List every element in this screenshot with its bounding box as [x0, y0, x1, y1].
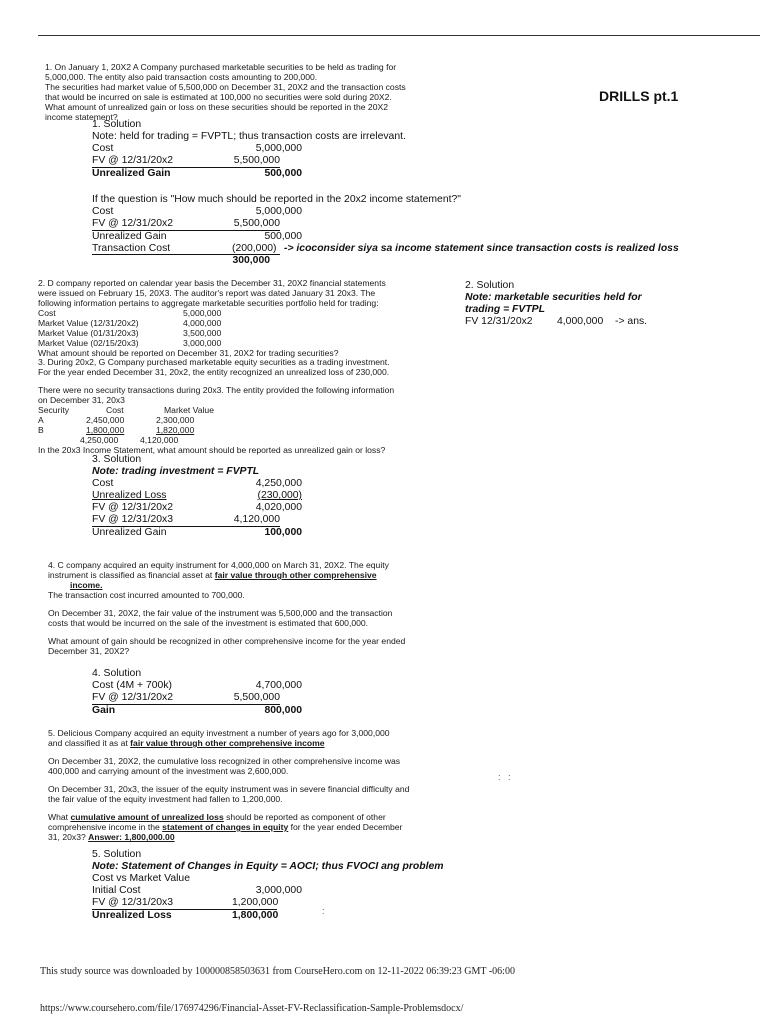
row-value: 1,800,000 — [232, 910, 279, 921]
problem-table-row — [38, 425, 394, 435]
solution-row — [92, 885, 443, 897]
row-label: Transaction Cost — [92, 243, 232, 255]
problem-line: 3. During 20x2, G Company purchased marketable equity securities as a trading investment. — [38, 357, 390, 367]
problem-line: The securities had market value of 5,500,000 on December 31, 20X2 and the transaction costs — [45, 82, 406, 92]
problem-line: 31, 20x3? — [48, 832, 89, 842]
problem-line: were issued on February 15, 20X3. The auditor's report was dated January 31 20x3. The — [38, 288, 376, 298]
row-label: Gain — [92, 705, 116, 716]
table-value: 3,000,000 — [183, 338, 222, 348]
problem-line: that would be incurred on sale is estimated at 100,000 no securities were sold during 20X2. — [45, 92, 392, 102]
row-label: FV 12/31/20x2 — [465, 316, 533, 327]
table-header: Market Value — [164, 405, 214, 415]
solution-row — [92, 168, 679, 180]
solution-note: trading = FVTPL — [465, 304, 545, 315]
solution-title: 1. Solution — [92, 119, 142, 130]
problem-line: instrument is classified as financial asset at — [48, 570, 215, 580]
problem-table-row — [38, 415, 394, 425]
problem-question: What amount should be reported on December 31, 20X2 for trading securities? — [38, 348, 339, 358]
problem-table-row — [38, 435, 394, 445]
solution-title: 4. Solution — [92, 668, 142, 679]
row-label: Cost — [92, 206, 114, 217]
solution-row — [92, 705, 302, 717]
solution-row — [465, 316, 647, 328]
solution-row — [92, 910, 443, 922]
row-value: 5,000,000 — [255, 206, 302, 217]
solution-title: 5. Solution — [92, 849, 142, 860]
solution-title: 2. Solution — [465, 280, 515, 291]
problem-table-header — [38, 405, 394, 415]
problem-5-text — [48, 728, 409, 842]
row-label: Initial Cost — [92, 885, 141, 896]
table-cell: 1,800,000 — [86, 425, 125, 435]
problem-line: comprehensive income in the — [48, 822, 163, 832]
row-label: Cost (4M + 700k) — [92, 680, 172, 691]
solution-row — [92, 143, 679, 155]
solution-1 — [92, 119, 679, 267]
problem-3-text — [38, 357, 394, 455]
row-label: Unrealized Gain — [92, 527, 167, 538]
row-label: FV @ 12/31/20x3 — [92, 514, 174, 525]
row-value: 100,000 — [264, 527, 302, 538]
row-value: 800,000 — [264, 705, 302, 716]
solution-4 — [92, 668, 302, 717]
row-value: 4,000,000 — [557, 316, 604, 327]
alt-question: If the question is "How much should be reported in the 20x2 income statement?" — [92, 194, 461, 205]
table-cell: 2,300,000 — [156, 415, 195, 425]
problem-emphasis: cumulative amount of unrealized loss — [70, 812, 224, 822]
top-rule — [38, 35, 760, 36]
row-value: (230,000) — [257, 490, 302, 501]
table-header: Security — [38, 405, 70, 415]
problem-line: following information pertains to aggregate marketable securities portfolio held for trading: — [38, 298, 379, 308]
problem-line: income statement? — [45, 112, 118, 122]
problem-emphasis: statement of changes in equity — [162, 822, 289, 832]
problem-line: On December 31, 20X2, the cumulative loss recognized in other comprehensive income was — [48, 756, 401, 766]
problem-line: 400,000 and carrying amount of the investment was 2,600,000. — [48, 766, 289, 776]
row-label: Cost — [92, 478, 114, 489]
problem-line: What — [48, 812, 71, 822]
table-cell: 1,820,000 — [156, 425, 195, 435]
problem-emphasis: fair value through other comprehensive income — [130, 738, 325, 748]
problem-emphasis: fair value through other comprehensive — [214, 570, 377, 580]
problem-question: In the 20x3 Income Statement, what amount should be reported as unrealized gain or loss? — [38, 445, 386, 455]
solution-subtitle: Cost vs Market Value — [92, 873, 190, 884]
problem-line: 5,000,000. The entity also paid transaction costs amounting to 200,000. — [45, 72, 318, 82]
row-value: 5,500,000 — [233, 218, 280, 229]
table-value: 4,000,000 — [183, 318, 222, 328]
row-value: 500,000 — [264, 231, 302, 242]
solution-row — [92, 490, 302, 502]
table-cell: A — [38, 415, 44, 425]
problem-line: 1. On January 1, 20X2 A Company purchased marketable securities to be held as trading for — [45, 62, 397, 72]
row-value: 5,000,000 — [255, 143, 302, 154]
download-notice: This study source was downloaded by 100000858503631 from CourseHero.com on 12-11-2022 06:39:23 GMT -06:00 — [40, 966, 515, 977]
problem-line: December 31, 20X2? — [48, 646, 130, 656]
table-cell: 4,120,000 — [140, 435, 179, 445]
row-label: FV @ 12/31/20x2 — [92, 692, 174, 703]
table-cell: B — [38, 425, 44, 435]
problem-line: The transaction cost incurred amounted to 700,000. — [48, 590, 245, 600]
problem-line: 2. D company reported on calendar year basis the December 31, 20X2 financial statements — [38, 278, 386, 288]
row-value: 500,000 — [264, 168, 302, 179]
solution-row — [92, 502, 302, 514]
table-label: Cost — [38, 308, 56, 318]
problem-line: on December 31, 20x3 — [38, 395, 125, 405]
problem-line: 4. C company acquired an equity instrument for 4,000,000 on March 31, 20X2. The equity — [48, 560, 389, 570]
solution-row — [92, 206, 679, 218]
source-url[interactable]: https://www.coursehero.com/file/176974296/Financial-Asset-FV-Reclassification-Sample-Problemsdocx/ — [40, 1003, 464, 1014]
table-label: Market Value (12/31/20x2) — [38, 318, 139, 328]
row-label: FV @ 12/31/20x2 — [92, 502, 174, 513]
problem-table-row — [38, 308, 386, 318]
solution-2 — [465, 280, 647, 328]
solution-5 — [92, 849, 443, 922]
problem-line: and classified it as at — [48, 738, 131, 748]
row-value: 4,250,000 — [255, 478, 302, 489]
table-value: 5,000,000 — [183, 308, 222, 318]
problem-table-row — [38, 318, 386, 328]
scan-artifact: : : — [498, 772, 511, 782]
problem-line: costs that would be incurred on the sale of the investment is estimated that 600,000. — [48, 618, 369, 628]
table-value: 3,500,000 — [183, 328, 222, 338]
solution-note: Note: trading investment = FVPTL — [92, 466, 260, 477]
problem-answer: Answer: 1,800,000.00 — [88, 832, 175, 842]
problem-line: On December 31, 20X2, the fair value of the instrument was 5,500,000 and the transaction — [48, 608, 393, 618]
scan-artifact: : — [322, 906, 325, 916]
row-label: FV @ 12/31/20x2 — [92, 155, 174, 166]
row-label: Unrealized Gain — [92, 231, 167, 242]
problem-line: What amount of gain should be recognized in other comprehensive income for the year ended — [48, 636, 406, 646]
solution-row — [92, 527, 302, 539]
row-label: Unrealized Loss — [92, 490, 167, 501]
problem-2-text — [38, 278, 386, 358]
problem-line: the fair value of the equity investment had fallen to 1,200,000. — [48, 794, 283, 804]
table-label: Market Value (02/15/20x3) — [38, 338, 139, 348]
row-value: 3,000,000 — [255, 885, 302, 896]
problem-line: For the year ended December 31, 20x2, the entity recognized an unrealized loss of 230,000. — [38, 367, 390, 377]
row-value: 5,500,000 — [233, 692, 280, 703]
solution-3 — [92, 454, 302, 539]
problem-line: What amount of unrealized gain or loss on these securities should be reported in the 20X2 — [45, 102, 389, 112]
table-cell: 4,250,000 — [80, 435, 119, 445]
answer-suffix: -> ans. — [615, 316, 648, 327]
solution-row — [92, 680, 302, 692]
alt-comment: -> icoconsider siya sa income statement since transaction costs is realized loss — [284, 243, 679, 254]
table-header: Cost — [106, 405, 124, 415]
row-value: 4,700,000 — [255, 680, 302, 691]
row-value: 300,000 — [232, 255, 270, 266]
row-label: Unrealized Gain — [92, 168, 171, 179]
row-value: (200,000) — [232, 243, 280, 255]
solution-note: Note: marketable securities held for — [465, 292, 642, 303]
page-title: DRILLS pt.1 — [599, 88, 679, 104]
solution-note: Note: held for trading = FVPTL; thus transaction costs are irrelevant. — [92, 131, 406, 142]
problem-line: 5. Delicious Company acquired an equity investment a number of years ago for 3,000,000 — [48, 728, 390, 738]
solution-row — [92, 218, 280, 231]
problem-line: On December 31, 20x3, the issuer of the equity instrument was in severe financial difficulty and — [48, 784, 410, 794]
solution-note: Note: Statement of Changes in Equity = AOCI; thus FVOCI ang problem — [92, 861, 444, 872]
row-value: 4,020,000 — [255, 502, 302, 513]
solution-row — [92, 897, 277, 910]
solution-row — [92, 231, 679, 243]
solution-row — [92, 155, 280, 168]
row-value: 5,500,000 — [233, 155, 280, 166]
problem-table-row — [38, 328, 386, 338]
solution-row — [92, 255, 679, 267]
row-label: FV @ 12/31/20x2 — [92, 218, 174, 229]
problem-line: should be reported as component of other — [223, 812, 386, 822]
solution-title: 3. Solution — [92, 454, 142, 465]
problem-4-text — [48, 560, 405, 656]
row-label: Cost — [92, 143, 114, 154]
solution-row — [92, 692, 280, 705]
problem-table-row — [38, 338, 386, 348]
problem-line: for the year ended December — [288, 822, 403, 832]
solution-row — [92, 243, 679, 255]
row-value: 1,200,000 — [232, 897, 279, 908]
row-label: Unrealized Loss — [92, 910, 172, 921]
solution-row — [92, 514, 280, 527]
solution-row — [92, 478, 302, 490]
table-label: Market Value (01/31/20x3) — [38, 328, 139, 338]
row-value: 4,120,000 — [233, 514, 280, 525]
problem-line: There were no security transactions during 20x3. The entity provided the following information — [38, 385, 395, 395]
problem-1-text — [45, 62, 406, 122]
row-label: FV @ 12/31/20x3 — [92, 897, 174, 908]
table-cell: 2,450,000 — [86, 415, 125, 425]
table-cell — [38, 435, 80, 445]
problem-emphasis: income. — [70, 580, 103, 590]
